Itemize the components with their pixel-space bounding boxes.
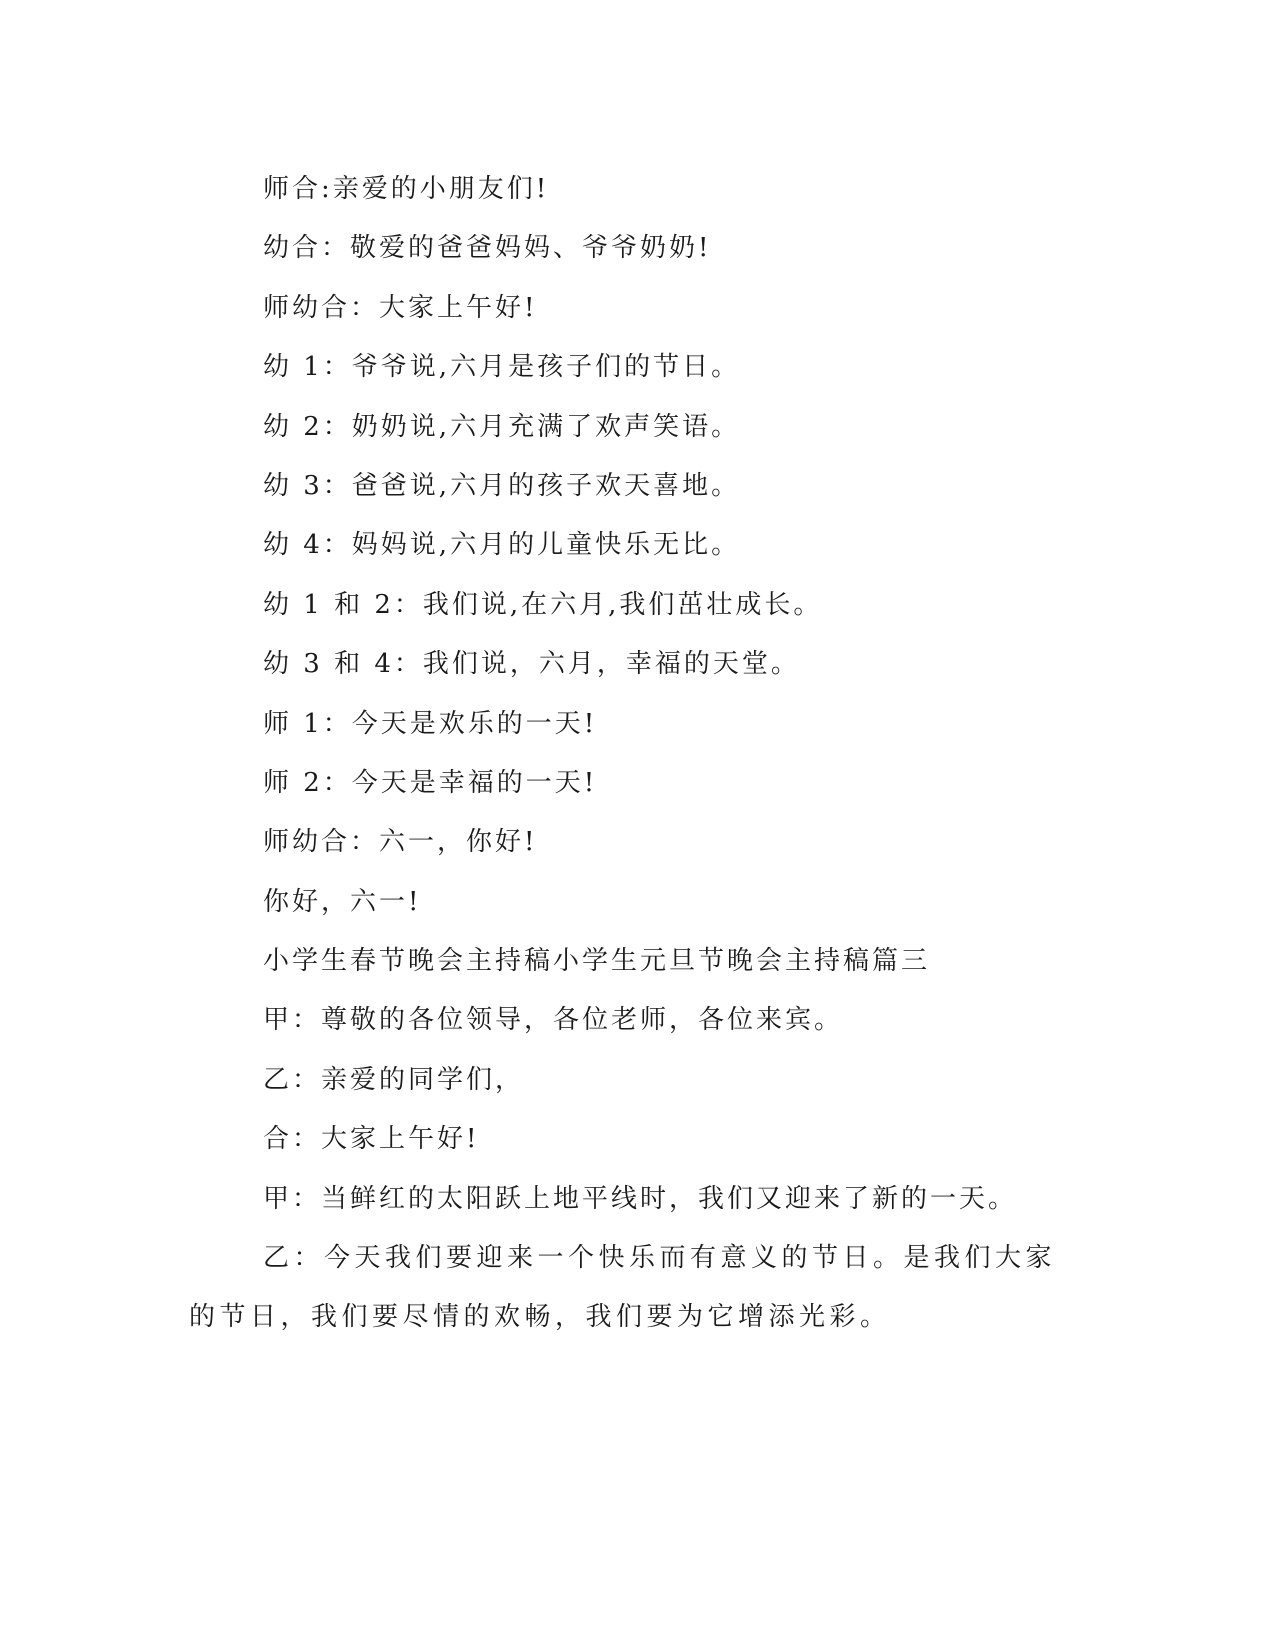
paragraph: 幼合：敬爱的爸爸妈妈、爷爷奶奶!: [263, 233, 712, 264]
paragraph: 甲：尊敬的各位领导，各位老师，各位来宾。: [263, 1005, 844, 1036]
paragraph: 幼 1 和 2：我们说,在六月,我们茁壮成长。: [263, 589, 823, 620]
paragraph: 幼 4：妈妈说,六月的儿童快乐无比。: [263, 530, 741, 561]
paragraph: 师 1：今天是欢乐的一天!: [263, 708, 598, 739]
paragraph: 乙：亲爱的同学们，: [263, 1064, 525, 1095]
paragraph-multiline: 乙：今天我们要迎来一个快乐而有意义的节日。是我们大家的节日，我们要尽情的欢畅，我们要为它增添光彩。: [189, 1243, 1057, 1333]
paragraph: 师合:亲爱的小朋友们!: [263, 174, 550, 204]
paragraph: 幼 1：爷爷说,六月是孩子们的节日。: [263, 352, 741, 383]
paragraph: 合：大家上午好!: [263, 1124, 480, 1155]
paragraph: 幼 2：奶奶说,六月充满了欢声笑语。: [263, 411, 741, 442]
document-body: [189, 160, 1069, 1348]
section-heading: 小学生春节晚会主持稿小学生元旦节晚会主持稿篇三: [263, 946, 931, 977]
paragraph: 你好，六一!: [263, 886, 422, 917]
paragraph: 师幼合：大家上午好!: [263, 292, 538, 323]
paragraph: 师幼合：六一，你好!: [263, 827, 538, 858]
paragraph: 师 2：今天是幸福的一天!: [263, 767, 598, 798]
paragraph: 幼 3 和 4：我们说，六月，幸福的天堂。: [263, 649, 800, 680]
paragraph: 幼 3：爸爸说,六月的孩子欢天喜地。: [263, 470, 741, 501]
paragraph: 甲：当鲜红的太阳跃上地平线时，我们又迎来了新的一天。: [263, 1183, 1018, 1214]
